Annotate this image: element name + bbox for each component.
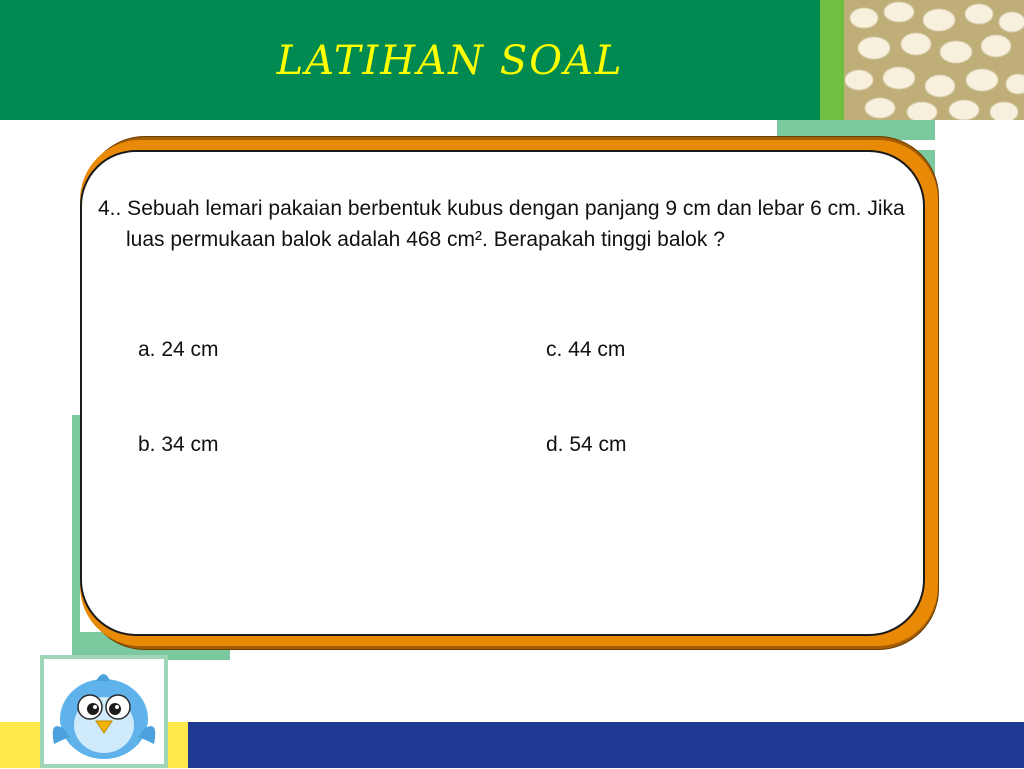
option-d: d. 54 cm [546, 433, 627, 456]
decor-block-left [72, 415, 80, 645]
option-a: a. 24 cm [138, 338, 219, 361]
option-b: b. 34 cm [138, 433, 219, 456]
footer-bar [188, 722, 1024, 768]
bird-mascot-icon [40, 655, 168, 768]
question-text: 4.. Sebuah lemari pakaian berbentuk kubus dengan panjang 9 cm dan lebar 6 cm. Jika luas permukaan balok adalah 468 cm². Berapakah tinggi balok ? [98, 197, 905, 251]
option-c: c. 44 cm [546, 338, 626, 361]
slide-title: LATIHAN SOAL [276, 38, 624, 84]
